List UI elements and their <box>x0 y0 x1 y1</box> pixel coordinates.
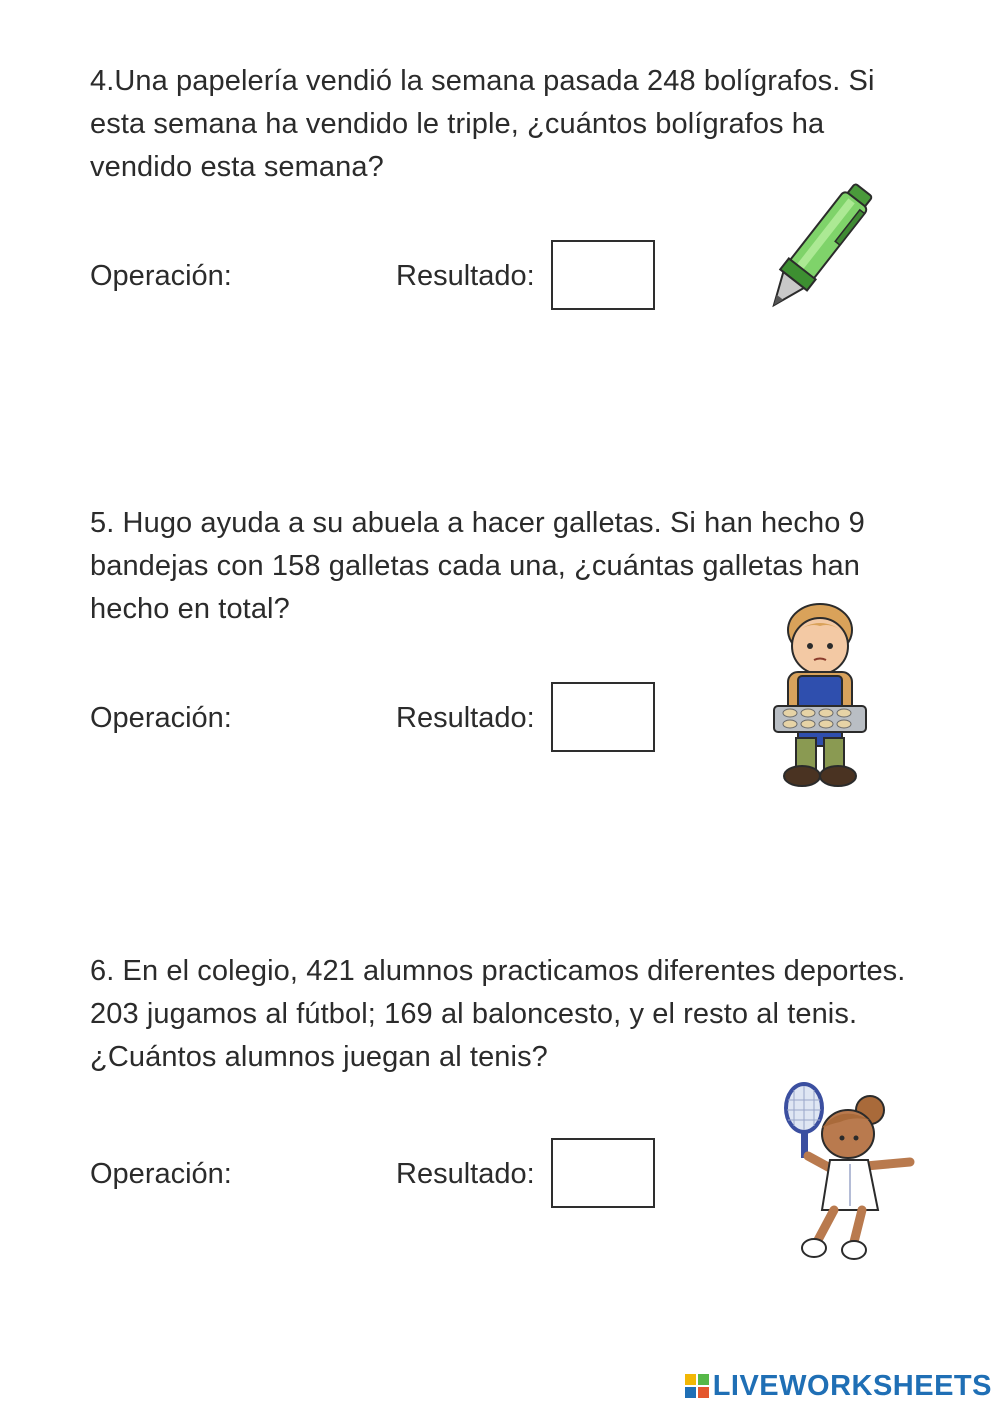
problem-4-operation-label: Operación: <box>90 260 232 292</box>
problem-5-result-label: Resultado: <box>396 702 535 734</box>
problem-5-text: 5. Hugo ayuda a su abuela a hacer galletas. Si han hecho 9 bandejas con 158 galletas cada una, ¿cuántas galletas han hecho en total? <box>90 507 865 625</box>
problem-6-text: 6. En el colegio, 421 alumnos practicamos diferentes deportes. 203 jugamos al fútbol; 169 al baloncesto, y el resto al tenis. ¿Cuántos alumnos juegan al tenis? <box>90 955 906 1073</box>
problem-6-result-label: Resultado: <box>396 1158 535 1190</box>
problem-4-result-label: Resultado: <box>396 260 535 292</box>
tennis-girl-icon <box>770 1080 920 1266</box>
problem-6-operation-label: Operación: <box>90 1158 232 1190</box>
problem-6-answer-box[interactable] <box>551 1138 655 1208</box>
problem-6 <box>90 950 910 1079</box>
green-pen-icon <box>752 170 882 330</box>
liveworksheets-logo-icon <box>685 1374 709 1398</box>
brand-name: LIVEWORKSHEETS <box>712 1369 992 1402</box>
footer-brand <box>685 1369 992 1403</box>
problem-5-answer-box[interactable] <box>551 682 655 752</box>
problem-4-text: 4.Una papelería vendió la semana pasada 248 bolígrafos. Si esta semana ha vendido le triple, ¿cuántos bolígrafos ha vendido esta semana? <box>90 65 875 183</box>
boy-with-cookie-tray-icon <box>770 600 870 792</box>
problem-4-answer-box[interactable] <box>551 240 655 310</box>
problem-5-operation-label: Operación: <box>90 702 232 734</box>
